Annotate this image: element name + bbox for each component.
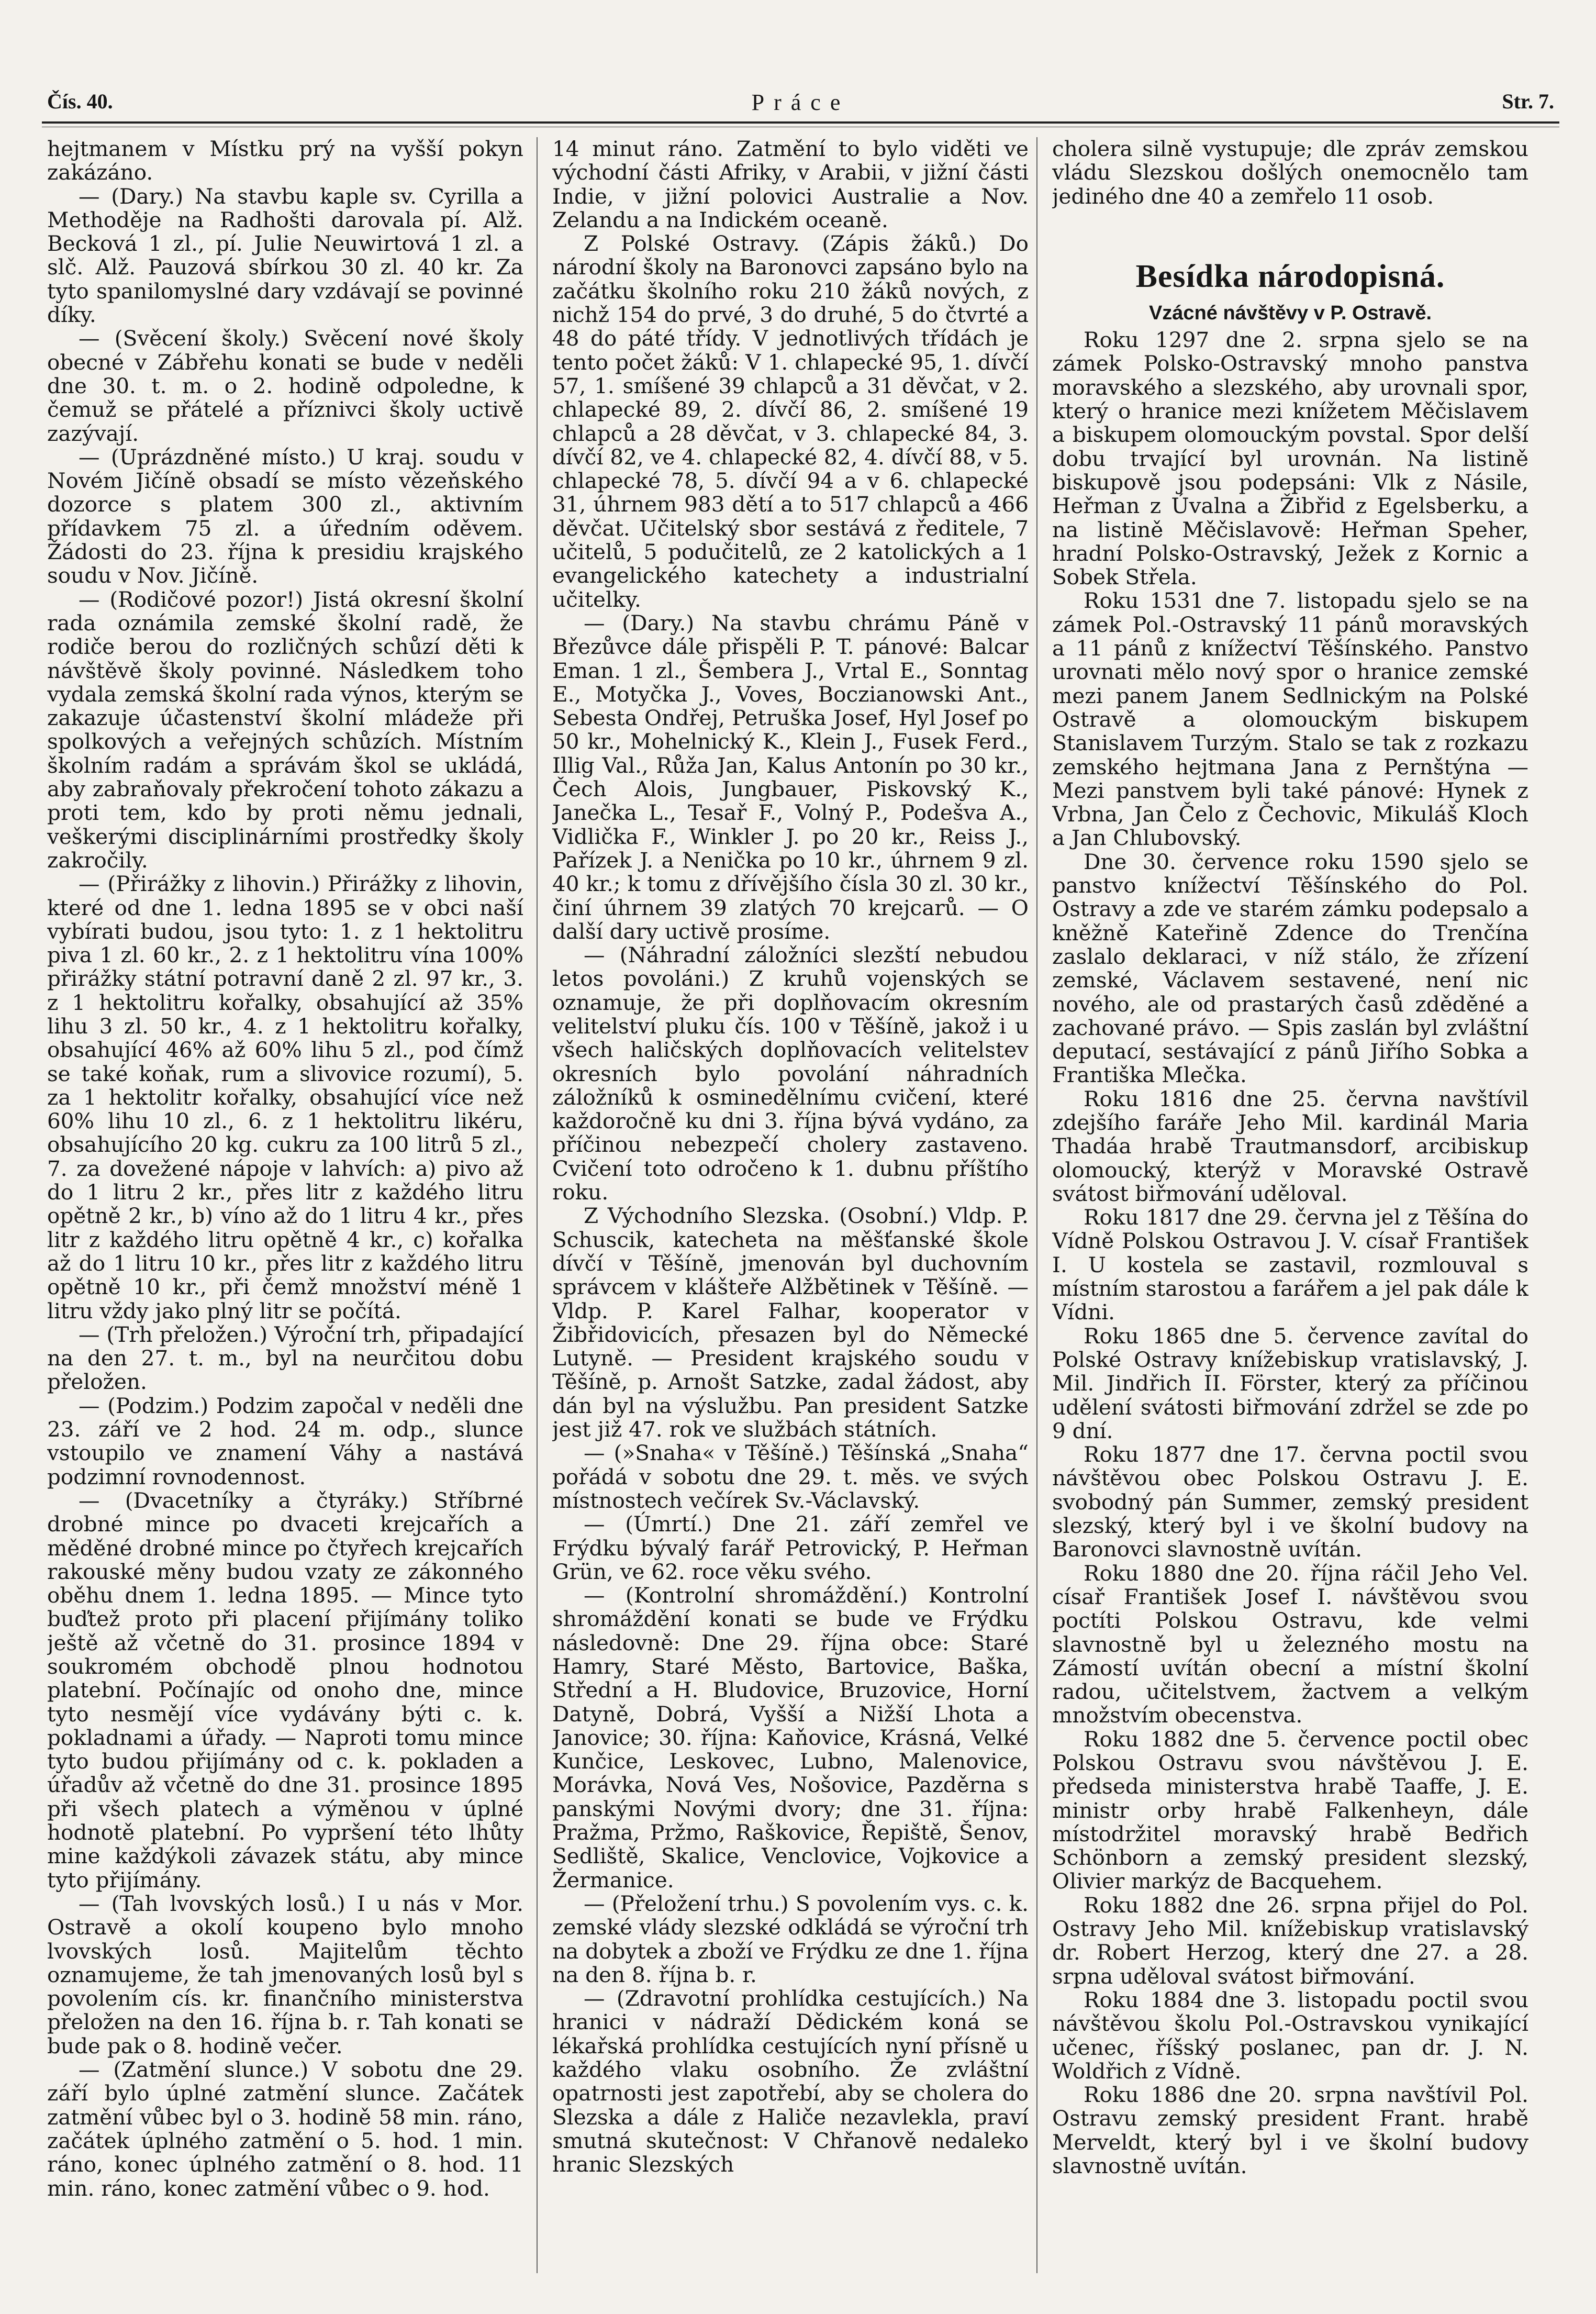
paragraph: Roku 1817 dne 29. června jel z Těšína do Vídně Polskou Ostravou J. V. císař František I. U kostela se zastavil, rozmlouval s místním starostou a farářem a jel pak dále k Vídni. bbox=[1052, 1205, 1528, 1325]
article-columns bbox=[47, 137, 1555, 2284]
column-2 bbox=[552, 137, 1029, 2284]
paragraph: Roku 1880 dne 20. října ráčil Jeho Vel. císař František Josef I. návštěvou svou poctíti Polskou Ostravu, kde velmi slavnostně byl u železného mostu na Zámostí uvítán obecní a místní školní radou, učitelstvem, žactvem a velkým množstvím obecenstva. bbox=[1052, 1560, 1528, 1728]
paragraph: Roku 1816 dne 25. června navštívil zdejšího faráře Jeho Mil. kardinál Maria Thadáa hrabě Trautmansdorf, arcibiskup olomoucký, kterýž v Moravské Ostravě svátost biřmování uděloval. bbox=[1052, 1086, 1528, 1206]
paragraph: Roku 1297 dne 2. srpna sjelo se na zámek Polsko-Ostravský mnoho panstva moravského a slezského, aby urovnali spor, který o hranice mezi knížetem Měčislavem a biskupem olomouckým povstal. Spor delší dobu trvající byl urovnán. Na listině biskupově jsou podepsáni: Vlk z Násile, Heřman z Úvalna a Žibřid z Egelsberku, a na listině Měčislavově: Heřman Speher, hradní Polsko-Ostravský, Ježek z Kornic a Sobek Střela. bbox=[1052, 327, 1528, 590]
paragraph: — (Úmrtí.) Dne 21. září zemřel ve Frýdku bývalý farář Petrovický, P. Heřman Grün, ve 62. roce věku svého. bbox=[552, 1511, 1029, 1584]
paragraph: — (Zdravotní prohlídka cestujících.) Na hranici v nádraží Dědickém koná se lékařská prohlídka cestujících nyní přísně u každého vlaku osobního. Že zvláštní opatrnosti jest zapotřebí, aby se cholera do Slezska a dále z Haliče nezavlekla, praví smutná skutečnost: V Chřanově nedaleko hranic Slezských bbox=[552, 1986, 1029, 2177]
paragraph: Dne 30. července roku 1590 sjelo se panstvo knížectví Těšínského do Pol. Ostravy a zde ve starém zámku podepsalo a kněžně Kateřině Zdence do Trenčína zaslalo deklaraci, v níž stálo, že zřízení zemské, Václavem sestavené, není nic nového, ale od prastarých časů zděděné a zachované právo. — Spis zaslán byl zvláštní deputací, sestávající z pánů Jiřího Sobka a Františka Mlečka. bbox=[1052, 849, 1528, 1088]
paragraph: Z Polské Ostravy. (Zápis žáků.) Do národní školy na Baronovci zapsáno bylo na začátku školního roku 210 žáků nových, z nichž 154 do prvé, 3 do druhé, 5 do čtvrté a 48 do páté třídy. V jednotlivých třídách je tento počet žáků: V 1. chlapecké 95, 1. dívčí 57, 1. smíšené 39 chlapců a 31 děvčat, v 2. chlapecké 89, 2. dívčí 86, 2. smíšené 19 chlapců a 28 děvčat, v 3. chlapecké 84, 3. dívčí 82, ve 4. chlapecké 82, 4. dívčí 88, v 5. chlapecké 78, 5. dívčí 94 a v 6. chlapecké 31, úhrnem 983 dětí a to 517 chlapců a 466 děvčat. Učitelský sbor sestává z ředitele, 7 učitelů, 5 podučitelů, ze 2 katolických a 1 evangelického katechety a industrialní učitelky. bbox=[552, 231, 1029, 612]
column-3 bbox=[1052, 137, 1528, 2284]
paragraph: — (Dary.) Na stavbu chrámu Páně v Březůvce dále přispěli P. T. pánové: Balcar Eman. 1 zl., Šembera J., Vrtal E., Sonntag E., Motyčka J., Voves, Boczianowski Ant., Sebesta Ondřej, Petruška Josef, Hyl Josef po 50 kr., Mohelnický K., Klein J., Fusek Ferd., Illig Val., Růža Jan, Kalus Antonín po 30 kr., Čech Alois, Jungbauer, Piskovský K., Janečka L., Tesař F., Volný P., Podešva A., Vidlička F., Winkler J. po 20 kr., Reiss J., Pařízek J. a Nenička po 10 kr., úhrnem 9 zl. 40 kr.; k tomu z dřívějšího čísla 30 zl. 30 kr., činí úhrnem 39 zlatých 70 krejcarů. — O další dary uctivě prosíme. bbox=[552, 610, 1029, 944]
page-header bbox=[47, 79, 1554, 126]
paragraph: Roku 1886 dne 20. srpna navštívil Pol. Ostravu zemský president Frant. hrabě Merveldt, který byl i ve školní budovy slavnostně uvítán. bbox=[1052, 2082, 1528, 2179]
paragraph: — (Dary.) Na stavbu kaple sv. Cyrilla a Methoděje na Radhošti darovala pí. Alž. Becková 1 zl., pí. Julie Neuwirtová 1 zl. a slč. Alž. Pauzová sbírkou 30 zl. 40 kr. Za tyto spanilomyslné dary vzdávají se povinné díky. bbox=[47, 183, 523, 328]
section-subtitle: Vzácné návštěvy v P. Ostravě. bbox=[1148, 302, 1432, 324]
issue-number: Čís. 40. bbox=[47, 90, 113, 113]
paragraph: — (Svěcení školy.) Svěcení nové školy obecné v Zábřehu konati se bude v neděli dne 30. t. m. o 2. hodině odpoledne, k čemuž se přátelé a příznivci školy uctivě zazývají. bbox=[47, 326, 523, 446]
paragraph: Roku 1877 dne 17. června poctil svou návštěvou obec Polskou Ostravu J. E. svobodný pán Summer, zemský president slezský, který byl i ve školní budovy na Baronovci slavnostně uvítán. bbox=[1052, 1442, 1528, 1562]
paragraph: — (Kontrolní shromáždění.) Kontrolní shromáždění konati se bude ve Frýdku následovně: Dne 29. října obce: Staré Hamry, Staré Město, Bartovice, Baška, Střední a H. Bludovice, Bruzovice, Horní Datyně, Dobrá, Vyšší a Nižší Lhota a Janovice; 30. října: Kaňovice, Krásná, Velké Kunčice, Leskovec, Lubno, Malenovice, Morávka, Nová Ves, Nošovice, Pazděrna s panskými Novými dvory; dne 31. října: Pražma, Pržmo, Raškovice, Řepiště, Šenov, Sedliště, Skalice, Venclovice, Vojkovice a Žermanice. bbox=[552, 1583, 1029, 1893]
paragraph: — (Uprázdněné místo.) U kraj. soudu v Novém Jičíně obsadí se místo vězeňského dozorce s platem 300 zl., aktivním přídavkem 75 zl. a úředním oděvem. Žádosti do 23. října k presidiu krajského soudu v Nov. Jičíně. bbox=[47, 444, 523, 588]
paragraph: Roku 1884 dne 3. listopadu poctil svou návštěvou školu Pol.-Ostravskou vynikající učenec, říšský poslanec, pan dr. J. N. Woldřich z Vídně. bbox=[1052, 1987, 1528, 2084]
paragraph: — (Přeložení trhu.) S povolením vys. c. k. zemské vlády slezské odkládá se výroční trh na dobytek a zboží ve Frýdku ze dne 1. října na den 8. října b. r. bbox=[552, 1890, 1029, 1987]
paragraph: — (Náhradní záložníci slezští nebudou letos povoláni.) Z kruhů vojenských se oznamuje, že při doplňovacím okresním velitelství pluku čís. 100 v Těšíně, jakož i u všech haličských doplňovacích velitelstev okresních bylo povolání náhradních záložníků k osminedělnímu cvičení, které každoročně ku dni 3. října bývá vydáno, za příčinou nebezpečí cholery zastaveno. Cvičení toto odročeno k 1. dubnu příštího roku. bbox=[552, 942, 1029, 1205]
paragraph: Z Východního Slezska. (Osobní.) Vldp. P. Schuscik, katecheta na měšťanské škole dívčí v Těšíně, jmenován byl duchovním správcem v klášteře Alžbětinek v Těšíně. — Vldp. P. Karel Falhar, kooperator v Žibřidovicích, přesazen byl do Německé Lutyně. — President krajského soudu v Těšíně, p. Arnošt Satzke, zadal žádost, aby dán byl na výslužbu. Pan president Satzke jest již 47. rok ve službách státních. bbox=[552, 1203, 1029, 1442]
paragraph: — (Dvacetníky a čtyráky.) Stříbrné drobné mince po dvaceti krejcařích a měděné drobné mince po čtyřech krejcařích rakouské měny budou vzaty ze zákonného oběhu dnem 1. ledna 1895. — Mince tyto buďtež proto při placení přijímány toliko ještě až včetně do 31. prosince 1894 v soukromém obchodě plnou hodnotou platební. Počínajíc od onoho dne, mince tyto nesmějí více vydávány býti c. k. pokladnami a úřady. — Naproti tomu mince tyto budou přijímány od c. k. pokladen a úřadův až včetně do dne 31. prosince 1895 při všech platech a výměnou v úplné hodnotě platební. Po vypršení této lhůty mine každýkoli závazek státu, aby mince tyto přijímány. bbox=[47, 1487, 523, 1893]
paragraph: — (Rodičové pozor!) Jistá okresní školní rada oznámila zemské školní radě, že rodiče berou do rozličných schůzí děti k návštěvě školy povinné. Následkem toho vydala zemská školní rada výnos, kterým se zakazuje účastenství školní mládeže při spolkových a veřejných schůzích. Místním školním radám a správám škol se ukládá, aby zabraňovaly překročení tohoto zákazu a proti tem, kdo by proti němu jednali, veškerými disciplinárními prostředky školy zakročily. bbox=[47, 586, 523, 873]
paragraph: Roku 1531 dne 7. listopadu sjelo se na zámek Pol.-Ostravský 11 pánů moravských a 11 pánů z knížectví Těšínského. Panstvo urovnati mělo nový spor o hranice zemské mezi panem Janem Sedlnickým na Polské Ostravě a olomouckým biskupem Stanislavem Turzým. Stalo se tak z rozkazu zemského hejtmana Jana z Pernštýna — Mezi panstvem byli také pánové: Hynek z Vrbna, Jan Čelo z Čechovic, Mikuláš Kloch a Jan Chlubovský. bbox=[1052, 588, 1528, 851]
paragraph: hejtmanem v Místku prý na vyšší pokyn zakázáno. bbox=[47, 137, 523, 185]
paragraph: cholera silně vystupuje; dle zpráv zemskou vládu Slezskou došlých onemocnělo tam jediného dne 40 a zemřelo 11 osob. bbox=[1052, 137, 1528, 209]
section-title: Besídka národopisná. bbox=[1135, 258, 1445, 294]
paragraph: 14 minut ráno. Zatmění to bylo viděti ve východní části Afriky, v Arabii, v jižní části Indie, v jižní polovici Australie a Nov. Zelandu a na Indickém oceaně. bbox=[552, 137, 1029, 232]
paragraph: — (Tah lvovských losů.) I u nás v Mor. Ostravě a okolí koupeno bylo mnoho lvovských losů. Majitelům těchto oznamujeme, že tah jmenovaných losů byl s povolením cís. kr. finančního ministerstva přeložen na den 16. října b. r. Tah konati se bude pak o 8. hodině večer. bbox=[47, 1890, 523, 2059]
paragraph: — (»Snaha« v Těšíně.) Těšínská „Snaha“ pořádá v sobotu dne 29. t. měs. ve svých místnostech večírek Sv.-Václavský. bbox=[552, 1440, 1029, 1513]
page-number: Str. 7. bbox=[1502, 90, 1554, 113]
paragraph: Roku 1865 dne 5. července zavítal do Polské Ostravy knížebiskup vratislavský, J. Mil. Jindřich II. Förster, který za příčinou udělení svátosti biřmování zdržel se zde po 9 dní. bbox=[1052, 1323, 1528, 1443]
newspaper-title: Práce bbox=[751, 90, 850, 115]
paragraph: Roku 1882 dne 26. srpna přijel do Pol. Ostravy Jeho Mil. knížebiskup vratislavský dr. Robert Herzog, který dne 27. a 28. srpna uděloval svátost biřmování. bbox=[1052, 1892, 1528, 1989]
paragraph: — (Zatmění slunce.) V sobotu dne 29. září bylo úplné zatmění slunce. Začátek zatmění vůbec byl o 3. hodině 58 min. ráno, začátek úplného zatmění o 5. hod. 1 min. ráno, konec úplného zatmění o 8. hod. 11 min. ráno, konec zatmění vůbec o 9. hod. bbox=[47, 2057, 523, 2201]
paragraph: — (Trh přeložen.) Výroční trh, připadající na den 27. t. m., byl na neurčitou dobu přeložen. bbox=[47, 1321, 523, 1395]
paragraph: Roku 1882 dne 5. července poctil obec Polskou Ostravu svou návštěvou J. E. předseda ministerstva hrabě Taaffe, J. E. ministr orby hrabě Falkenheyn, dále místodržitel moravský hrabě Bedřich Schönborn a zemský president slezský, Olivier markýz de Bacquehem. bbox=[1052, 1726, 1528, 1894]
paragraph: — (Podzim.) Podzim započal v neděli dne 23. září ve 2 hod. 24 m. odp., slunce vstoupilo ve znamení Váhy a nastává podzimní rovnodennost. bbox=[47, 1393, 523, 1489]
paragraph: — (Přirážky z lihovin.) Přirážky z lihovin, které od dne 1. ledna 1895 se v obci naší vybírati budou, jsou tyto: 1. z 1 hektolitru piva 1 zl. 60 kr., 2. z 1 hektolitru vína 100% přirážky státní potravní daně 2 zl. 97 kr., 3. z 1 hektolitru kořalky, obsahující až 35% lihu 3 zl. 50 kr., 4. z 1 hektolitru kořalky, obsahující 46% až 60% lihu 5 zl., pod čímž se také koňak, rum a slivovice rozumí), 5. za 1 hektolitr kořalky, obsahující více než 60% lihu 10 zl., 6. z 1 hektolitru likéru, obsahujícího 20 kg. cukru za 100 litrů 5 zl., 7. za dovežené nápoje v lahvích: a) pivo až do 1 litru 2 kr., přes litr z každého litru opětně 2 kr., b) víno až do 1 litru 4 kr., přes litr z každého litru opětně 4 kr., c) kořalka až do 1 litru 10 kr., přes litr z každého litru opětně 10 kr., při čemž množství méně 1 litru vždy jako plný litr se počítá. bbox=[47, 871, 523, 1323]
header-rule bbox=[42, 121, 1559, 127]
column-1 bbox=[47, 137, 523, 2284]
